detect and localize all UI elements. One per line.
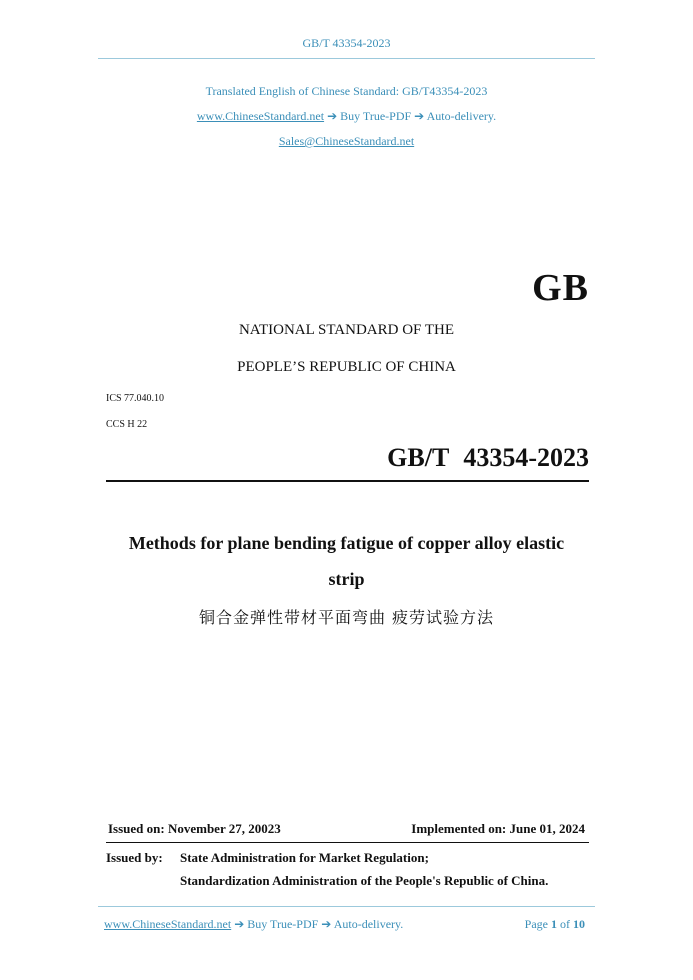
page-current: 1 (551, 917, 557, 931)
footer-auto-delivery-text: Auto-delivery. (333, 917, 404, 931)
auto-delivery-text: Auto-delivery. (426, 109, 497, 123)
national-standard-line1: NATIONAL STANDARD OF THE (238, 322, 455, 338)
buy-banner (0, 109, 693, 124)
footer-buy-pdf-text: Buy True-PDF (247, 917, 319, 931)
footer-buy-banner (104, 917, 403, 932)
ccs-code: CCS H 22 (106, 419, 148, 430)
sales-email-link[interactable]: Sales@ChineseStandard.net (278, 134, 415, 148)
issued-on-date: Issued on: November 27, 20023 (108, 821, 281, 836)
issuer-line2: Standardization Administration of the People's Republic of China. (180, 873, 549, 888)
header-divider (98, 58, 595, 59)
arrow-right-icon: ➔ (414, 109, 425, 123)
translation-note: Translated English of Chinese Standard: GB/T43354-2023 (205, 84, 488, 98)
page-word: Page (524, 917, 548, 931)
page-indicator (525, 917, 585, 932)
issue-divider (106, 842, 589, 843)
page-total: 10 (573, 917, 585, 931)
footer-divider (98, 906, 595, 907)
footer-site-link[interactable]: www.ChineseStandard.net (104, 917, 232, 931)
arrow-right-icon: ➔ (321, 917, 332, 931)
issued-by-label: Issued by: (106, 850, 163, 865)
buy-pdf-text: Buy True-PDF (340, 109, 412, 123)
site-link[interactable]: www.ChineseStandard.net (196, 109, 325, 123)
standard-number-rule (106, 480, 589, 482)
page-of: of (560, 917, 570, 931)
standard-number: GB/T 43354-2023 (387, 443, 589, 472)
header-standard-ref: GB/T 43354-2023 (302, 36, 391, 50)
arrow-right-icon: ➔ (234, 917, 245, 931)
gb-mark: GB (532, 267, 589, 309)
implemented-on-date: Implemented on: June 01, 2024 (411, 821, 585, 836)
arrow-right-icon: ➔ (327, 109, 338, 123)
ics-code: ICS 77.040.10 (106, 393, 165, 404)
title-english-line1: Methods for plane bending fatigue of copper alloy elastic (128, 533, 565, 553)
title-chinese: 铜合金弹性带材平面弯曲 疲劳试验方法 (198, 608, 495, 627)
title-english-line2: strip (328, 569, 365, 589)
sales-email-line (0, 134, 693, 149)
issuer-line1: State Administration for Market Regulation; (180, 850, 429, 865)
national-standard-line2: PEOPLE’S REPUBLIC OF CHINA (237, 359, 456, 375)
